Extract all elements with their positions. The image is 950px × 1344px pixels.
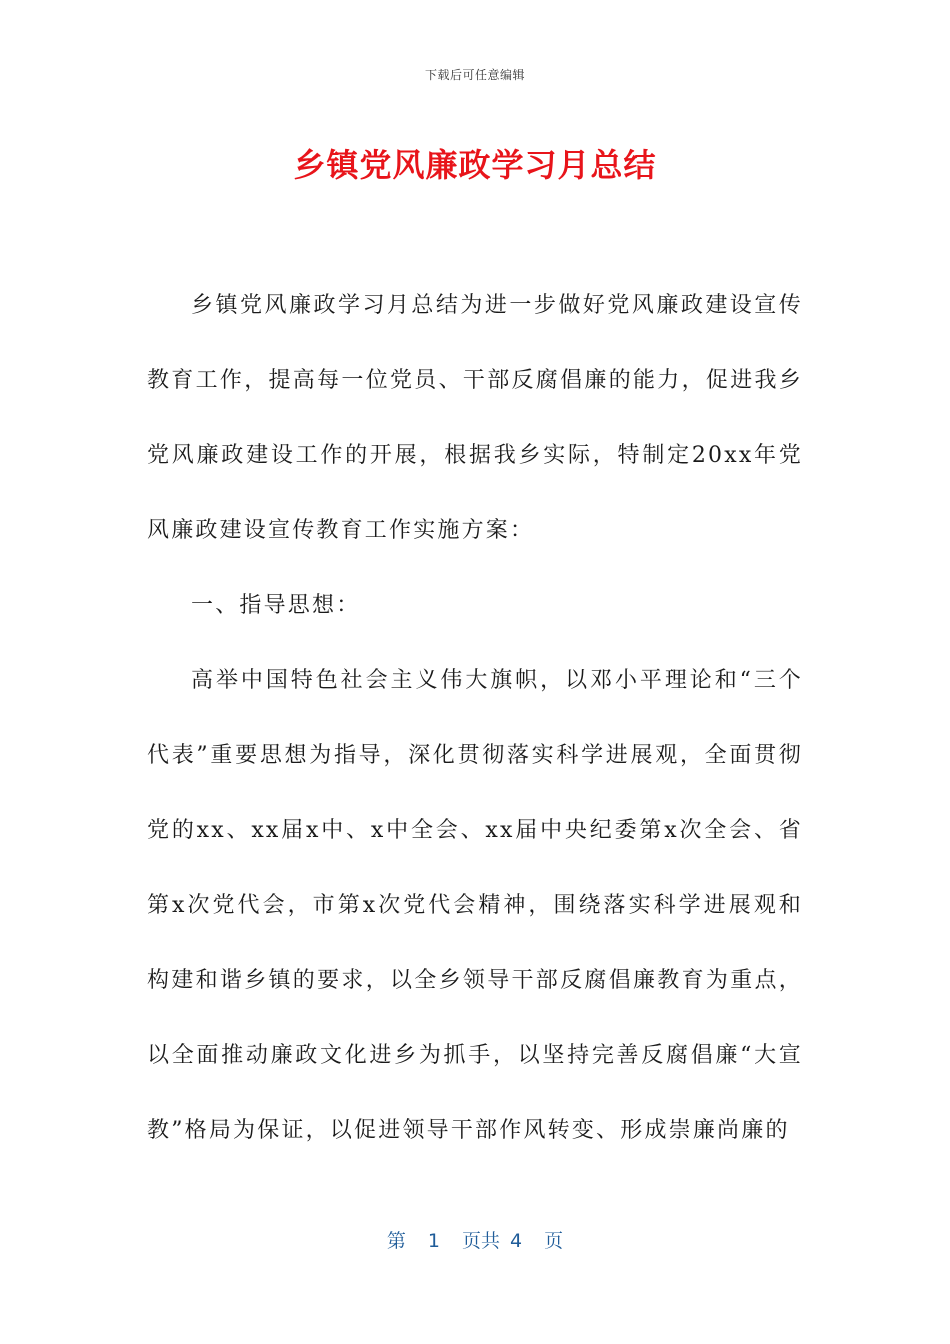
page-footer (0, 1226, 950, 1253)
total-pages-number: 4 (510, 1230, 523, 1252)
header-note: 下载后可任意编辑 (424, 68, 525, 82)
page-suffix: 页 (544, 1230, 564, 1252)
page-prefix: 第 (386, 1230, 406, 1252)
document-title: 乡镇党风廉政学习月总结 (293, 146, 657, 184)
paragraph-guiding-thought: 高举中国特色社会主义伟大旗帜，以邓小平理论和“三个代表”重要思想为指导，深化贯彻落实科学进展观，全面贯彻党的xx、xx届x中、x中全会、xx届中央纪委第x次全会、省第x次党代会，市第x次党代会精神，围绕落实科学进展观和构建和谐乡镇的要求，以全乡领导干部反腐倡廉教育为重点，以全面推动廉政文化进乡为抓手，以坚持完善反腐倡廉“大宣教”格局为保证，以促进领导干部作风转变、形成崇廉尚廉的 (147, 668, 803, 1143)
document-body (147, 268, 803, 1168)
paragraph-heading-guiding-thought: 一、指导思想： (191, 593, 361, 618)
paragraph-intro: 乡镇党风廉政学习月总结为进一步做好党风廉政建设宣传教育工作，提高每一位党员、干部反腐倡廉的能力，促进我乡党风廉政建设工作的开展，根据我乡实际，特制定20xx年党风廉政建设宣传教育工作实施方案： (147, 293, 803, 543)
page-mid: 页共 (461, 1230, 500, 1252)
current-page-number: 1 (427, 1230, 440, 1252)
